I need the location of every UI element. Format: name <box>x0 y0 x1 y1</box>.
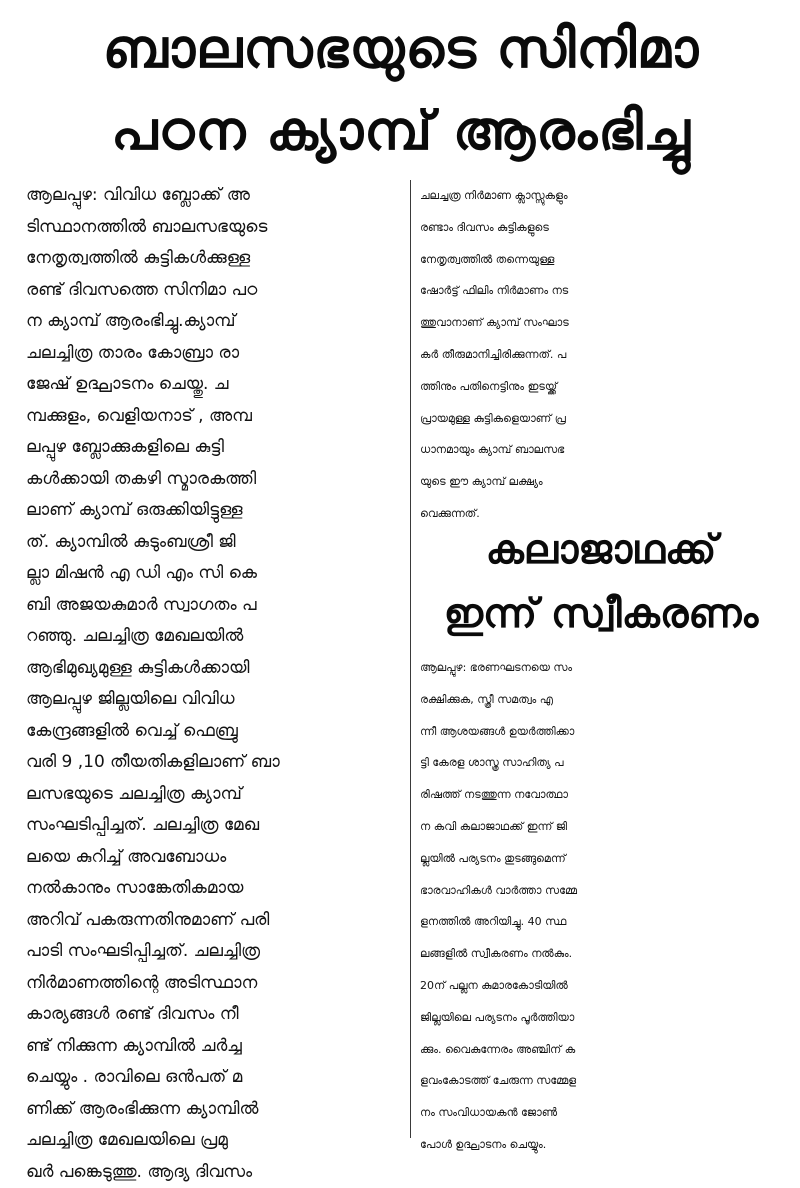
article-1-text-line: ടിസ്ഥാനത്തിൽ ബാലസഭയുടെ <box>26 212 400 244</box>
article-2-headline-line-1: കലാജാഥക്ക് <box>420 522 782 578</box>
article-1-text-line: ജേഷ് ഉദ്ഘാടനം ചെയ്തു. ച <box>26 369 400 401</box>
article-1-text-line: രണ്ടാം ദിവസം കുട്ടികളുടെ <box>420 212 782 244</box>
article-1-text-line: പ്രായമുള്ള കുട്ടികളെയാണ് പ്ര <box>420 403 782 435</box>
article-2-text-line: ല്ലയിൽ പര്യടനം തുടങ്ങുമെന്ന് <box>420 843 782 875</box>
article-1-text-line: ലാണ് ക്യാമ്പ് ഒരുക്കിയിട്ടുള്ള <box>26 495 400 527</box>
column-divider <box>410 180 411 1138</box>
article-1-text-line: ല്ലാ മിഷൻ എ ഡി എം സി കെ <box>26 558 400 590</box>
article-1-text-line: ധാനമായും ക്യാമ്പ് ബാലസഭ <box>420 434 782 466</box>
article-2-text-line: ന്നീ ആശയങ്ങൾ ഉയർത്തിക്കാ <box>420 716 782 748</box>
article-1-text-line: ചെയ്യും . രാവിലെ ഒൻപത് മ <box>26 1062 400 1094</box>
article-1-text-line: വെക്കുന്നത്. <box>420 498 782 530</box>
article-1-right-column <box>420 180 782 530</box>
article-1-text-line: ണ്ട് നിക്കുന്ന ക്യാമ്പിൽ ചർച്ച <box>26 1031 400 1063</box>
article-1-text-line: ആലപ്പുഴ: വിവിധ ബ്ലോക്ക് അ <box>26 180 400 212</box>
article-1-text-line: അറിവ് പകരുന്നതിനുമാണ് പരി <box>26 905 400 937</box>
main-headline-line-1: ബാലസഭയുടെ സിനിമാ <box>18 12 784 86</box>
article-1-text-line: രണ്ട് ദിവസത്തെ സിനിമാ പഠ <box>26 275 400 307</box>
article-2-text-line: 20ന് പല്ലന കുമാരകോടിയിൽ <box>420 970 782 1002</box>
article-1-text-line: ലയെ കുറിച്ച് അവബോധം <box>26 842 400 874</box>
article-2-text-line: ട്ടി കേരള ശാസ്ത്ര സാഹിത്യ പ <box>420 747 782 779</box>
article-2-text-line: ളനത്തിൽ അറിയിച്ചു. 40 സ്ഥ <box>420 906 782 938</box>
article-1-text-line: ത്തിനും പതിനെട്ടിനും ഇടയ്ക്ക് <box>420 371 782 403</box>
article-1-text-line: ബി അജയകുമാർ സ്വാഗതം പ <box>26 590 400 622</box>
main-headline-line-2: പഠന ക്യാമ്പ് ആരംഭിച്ചു <box>18 94 784 168</box>
article-1-text-line: റഞ്ഞു. ചലച്ചിത്ര മേഖലയിൽ <box>26 621 400 653</box>
article-1-text-line: നിർമാണത്തിന്റെ അടിസ്ഥാന <box>26 968 400 1000</box>
article-1-left-column <box>26 180 400 1188</box>
article-1-text-line: കേന്ദ്രങ്ങളിൽ വെച്ച് ഫെബ്രു <box>26 716 400 748</box>
article-2-text-line: ജില്ലയിലെ പര്യടനം പൂർത്തിയാ <box>420 1002 782 1034</box>
article-1-text-line: ഷോർട്ട് ഫിലിം നിർമാണം നട <box>420 275 782 307</box>
article-1-text-line: ന ക്യാമ്പ് ആരംഭിച്ചു.ക്യാമ്പ് <box>26 306 400 338</box>
article-1-text-line: സംഘടിപ്പിച്ചത്. ചലച്ചിത്ര മേഖ <box>26 810 400 842</box>
article-2-text-line: ലങ്ങളിൽ സ്വീകരണം നൽകും. <box>420 938 782 970</box>
article-2-text-line: പോൾ ഉദ്ഘാടനം ചെയ്യും. <box>420 1129 782 1161</box>
article-1-text-line: ണിക്ക് ആരംഭിക്കുന്ന ക്യാമ്പിൽ <box>26 1094 400 1126</box>
article-1-text-line: ത്തുവാനാണ് ക്യാമ്പ് സംഘാട <box>420 307 782 339</box>
article-2-body <box>420 652 782 1161</box>
article-1-text-line: ആഭിമുഖ്യമുള്ള കുട്ടികൾക്കായി <box>26 653 400 685</box>
article-1-text-line: ലസഭയുടെ ചലച്ചിത്ര ക്യാമ്പ് <box>26 779 400 811</box>
article-1-text-line: ലപ്പുഴ ബ്ലോക്കുകളിലെ കുട്ടി <box>26 432 400 464</box>
article-2-text-line: ന കവി കലാജാഥക്ക് ഇന്ന് ജി <box>420 811 782 843</box>
article-1-text-line: കൾക്കായി തകഴി സ്മാരകത്തി <box>26 464 400 496</box>
article-2-text-line: നം സംവിധായകൻ ജോൺ <box>420 1097 782 1129</box>
article-2-headline-line-2: ഇന്ന് സ്വീകരണം <box>420 586 782 642</box>
article-1-text-line: ഖർ പങ്കെടുത്തു. ആദ്യ ദിവസം <box>26 1157 400 1188</box>
article-2-text-line: ആലപ്പുഴ: ഭരണഘടനയെ സം <box>420 652 782 684</box>
article-1-text-line: കർ തീരുമാനിച്ചിരിക്കുന്നത്. പ <box>420 339 782 371</box>
article-1-text-line: ചലച്ചത്ര നിർമാണ ക്ലാസ്സുകളും <box>420 180 782 212</box>
article-2-text-line: ളവംകോടത്ത് ചേരുന്ന സമ്മേള <box>420 1065 782 1097</box>
article-2-text-line: ഭാരവാഹികൾ വാർത്താ സമ്മേ <box>420 875 782 907</box>
article-1-text-line: ആലപ്പുഴ ജില്ലയിലെ വിവിധ <box>26 684 400 716</box>
article-1-text-line: മ്പക്കുളം, വെളിയനാട് , അമ്പ <box>26 401 400 433</box>
article-1-text-line: കാര്യങ്ങൾ രണ്ട് ദിവസം നീ <box>26 999 400 1031</box>
article-1-text-line: ത്. ക്യാമ്പിൽ കുടുംബശ്രീ ജി <box>26 527 400 559</box>
article-1-text-line: ചലച്ചിത്ര താരം കോബ്രാ രാ <box>26 338 400 370</box>
article-1-text-line: നേതൃത്വത്തിൽ തന്നെയുള്ള <box>420 244 782 276</box>
article-2-text-line: രക്ഷിക്കുക, സ്ത്രീ സമത്വം എ <box>420 684 782 716</box>
article-2-text-line: രിഷത്ത് നടത്തുന്ന നവോത്ഥാ <box>420 779 782 811</box>
article-1-text-line: പാടി സംഘടിപ്പിച്ചത്. ചലച്ചിത്ര <box>26 936 400 968</box>
article-1-text-line: നേതൃത്വത്തിൽ കുട്ടികൾക്കുള്ള <box>26 243 400 275</box>
article-1-text-line: നൽകാനും സാങ്കേതികമായ <box>26 873 400 905</box>
article-1-text-line: വരി 9 ,10 തീയതികളിലാണ് ബാ <box>26 747 400 779</box>
article-1-text-line: ചലച്ചിത്ര മേഖലയിലെ പ്രമു <box>26 1125 400 1157</box>
article-2-text-line: ക്കും. വൈകുന്നേരം അഞ്ചിന് ക <box>420 1034 782 1066</box>
article-1-text-line: യുടെ ഈ ക്യാമ്പ് ലക്ഷ്യം <box>420 466 782 498</box>
